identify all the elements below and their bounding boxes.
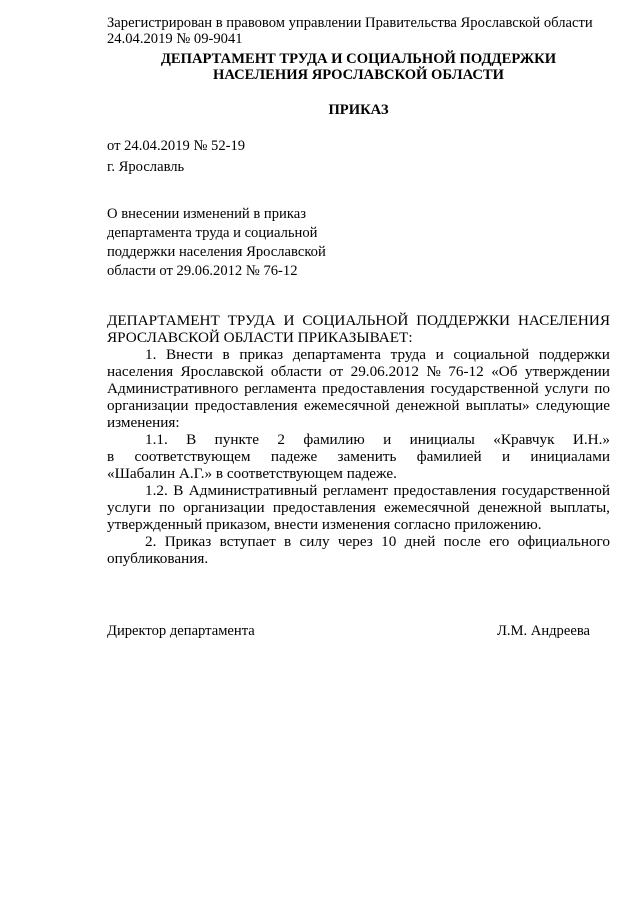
word: выплаты, <box>549 499 610 516</box>
item-1-line-2 <box>107 363 610 380</box>
word: денежной <box>395 397 460 414</box>
word: 2. <box>145 533 157 550</box>
order-subject <box>107 205 347 281</box>
word: 76-12 <box>448 363 484 380</box>
word: его <box>489 533 510 550</box>
signature-block <box>107 622 590 640</box>
word: «Кравчук <box>493 431 555 448</box>
registration-stamp <box>107 15 617 47</box>
word: департамента <box>292 346 382 363</box>
word: Административный <box>188 482 318 499</box>
word: падеже <box>270 448 318 465</box>
word: вступает <box>219 533 276 550</box>
word: соответствующем <box>134 448 251 465</box>
subject-line-3: поддержки населения Ярославской <box>107 244 326 260</box>
word: фамилию <box>303 431 365 448</box>
word: от <box>329 363 344 380</box>
registration-line-2: 24.04.2019 № 09-9041 <box>107 31 243 47</box>
word: ПОДДЕРЖКИ <box>416 312 511 329</box>
word: И.Н.» <box>572 431 610 448</box>
word: 1.1. <box>145 431 168 448</box>
order-body <box>107 312 610 567</box>
word: Приказ <box>164 533 212 550</box>
word: выплаты» <box>465 397 530 414</box>
preamble-line-2: ЯРОСЛАВСКОЙ ОБЛАСТИ ПРИКАЗЫВАЕТ: <box>107 329 413 346</box>
word: В <box>186 431 197 448</box>
item-1-line-4 <box>107 397 610 414</box>
word: государственной <box>501 482 610 499</box>
word: после <box>443 533 481 550</box>
registration-line-1: Зарегистрирован в правовом управлении Правительства Ярославской области <box>107 15 593 31</box>
item-1-1-line-2 <box>107 448 610 465</box>
word: и <box>435 346 444 363</box>
word: по <box>159 499 175 516</box>
word: ТРУДА <box>227 312 276 329</box>
word: «Об <box>491 363 518 380</box>
order-meta <box>107 136 245 178</box>
item-1-line-3 <box>107 380 610 397</box>
item-1-2-line-2 <box>107 499 610 516</box>
word: 10 <box>381 533 397 550</box>
word: услуги <box>544 380 589 397</box>
word: 1. <box>145 346 157 363</box>
word: 1.2. <box>145 482 168 499</box>
word: услуги <box>107 499 151 516</box>
word: приказ <box>239 346 284 363</box>
word: денежной <box>477 499 542 516</box>
word: 29.06.2012 <box>350 363 419 380</box>
word: социальной <box>453 346 530 363</box>
word: труда <box>390 346 426 363</box>
word: в <box>107 448 115 465</box>
department-heading-line-1: ДЕПАРТАМЕНТ ТРУДА И СОЦИАЛЬНОЙ ПОДДЕРЖКИ <box>160 51 557 67</box>
signatory-position: Директор департамента <box>107 623 255 639</box>
department-heading-line-2: НАСЕЛЕНИЯ ЯРОСЛАВСКОЙ ОБЛАСТИ <box>212 67 505 83</box>
word: государственной <box>430 380 539 397</box>
subject-line-2: департамента труда и социальной <box>107 225 318 241</box>
word: № <box>426 363 441 380</box>
word: следующие <box>535 397 610 414</box>
word: силу <box>299 533 330 550</box>
word: дней <box>404 533 436 550</box>
word: СОЦИАЛЬНОЙ <box>302 312 409 329</box>
word: ежемесячной <box>383 499 470 516</box>
order-city: г. Ярославль <box>107 159 185 175</box>
word: ежемесячной <box>303 397 390 414</box>
word: в <box>284 533 292 550</box>
word: в <box>222 346 230 363</box>
word: организации <box>183 499 265 516</box>
item-1-1-line-3: «Шабалин А.Г.» в соответствующем падеже. <box>107 465 397 482</box>
word: и <box>383 431 392 448</box>
word: предоставления <box>194 397 298 414</box>
word: и <box>501 448 511 465</box>
word: регламента <box>244 380 317 397</box>
word: предоставления <box>321 380 425 397</box>
word: ДЕПАРТАМЕНТ <box>107 312 220 329</box>
order-date-number: от 24.04.2019 № 52-19 <box>107 138 246 154</box>
word: поддержки <box>538 346 610 363</box>
item-2-line-2: опубликования. <box>107 550 209 567</box>
subject-line-1: О внесении изменений в приказ <box>107 206 306 222</box>
item-1-2-line-3: утвержденный приказом, внести изменения согласно приложению. <box>107 516 542 533</box>
word: организации <box>107 397 189 414</box>
word: через <box>337 533 373 550</box>
word: утверждении <box>524 363 610 380</box>
word: населения <box>107 363 174 380</box>
word: заменить <box>337 448 397 465</box>
item-1-1-line-1 <box>107 431 610 448</box>
word: предоставления <box>272 499 376 516</box>
order-title: ПРИКАЗ <box>328 102 389 118</box>
word: фамилией <box>416 448 482 465</box>
word: В <box>173 482 184 499</box>
signatory-name: Л.М. Андреева <box>496 623 590 639</box>
word: области <box>270 363 322 380</box>
word: инициалами <box>530 448 610 465</box>
subject-line-4: области от 29.06.2012 № 76-12 <box>107 263 298 279</box>
word: Ярославской <box>180 363 264 380</box>
word: предоставления <box>393 482 497 499</box>
item-2-line-1 <box>107 533 610 550</box>
word: пункте <box>214 431 260 448</box>
word: регламент <box>322 482 389 499</box>
word: Внести <box>166 346 213 363</box>
preamble-line-1 <box>107 312 610 329</box>
item-1-2-line-1 <box>107 482 610 499</box>
word: И <box>283 312 295 329</box>
item-1-line-1 <box>107 346 610 363</box>
word: 2 <box>277 431 285 448</box>
word: по <box>594 380 610 397</box>
word: инициалы <box>409 431 475 448</box>
item-1-line-5: изменения: <box>107 414 180 431</box>
word: Административного <box>107 380 239 397</box>
word: НАСЕЛЕНИЯ <box>517 312 610 329</box>
department-heading <box>107 51 610 83</box>
word: официального <box>517 533 610 550</box>
